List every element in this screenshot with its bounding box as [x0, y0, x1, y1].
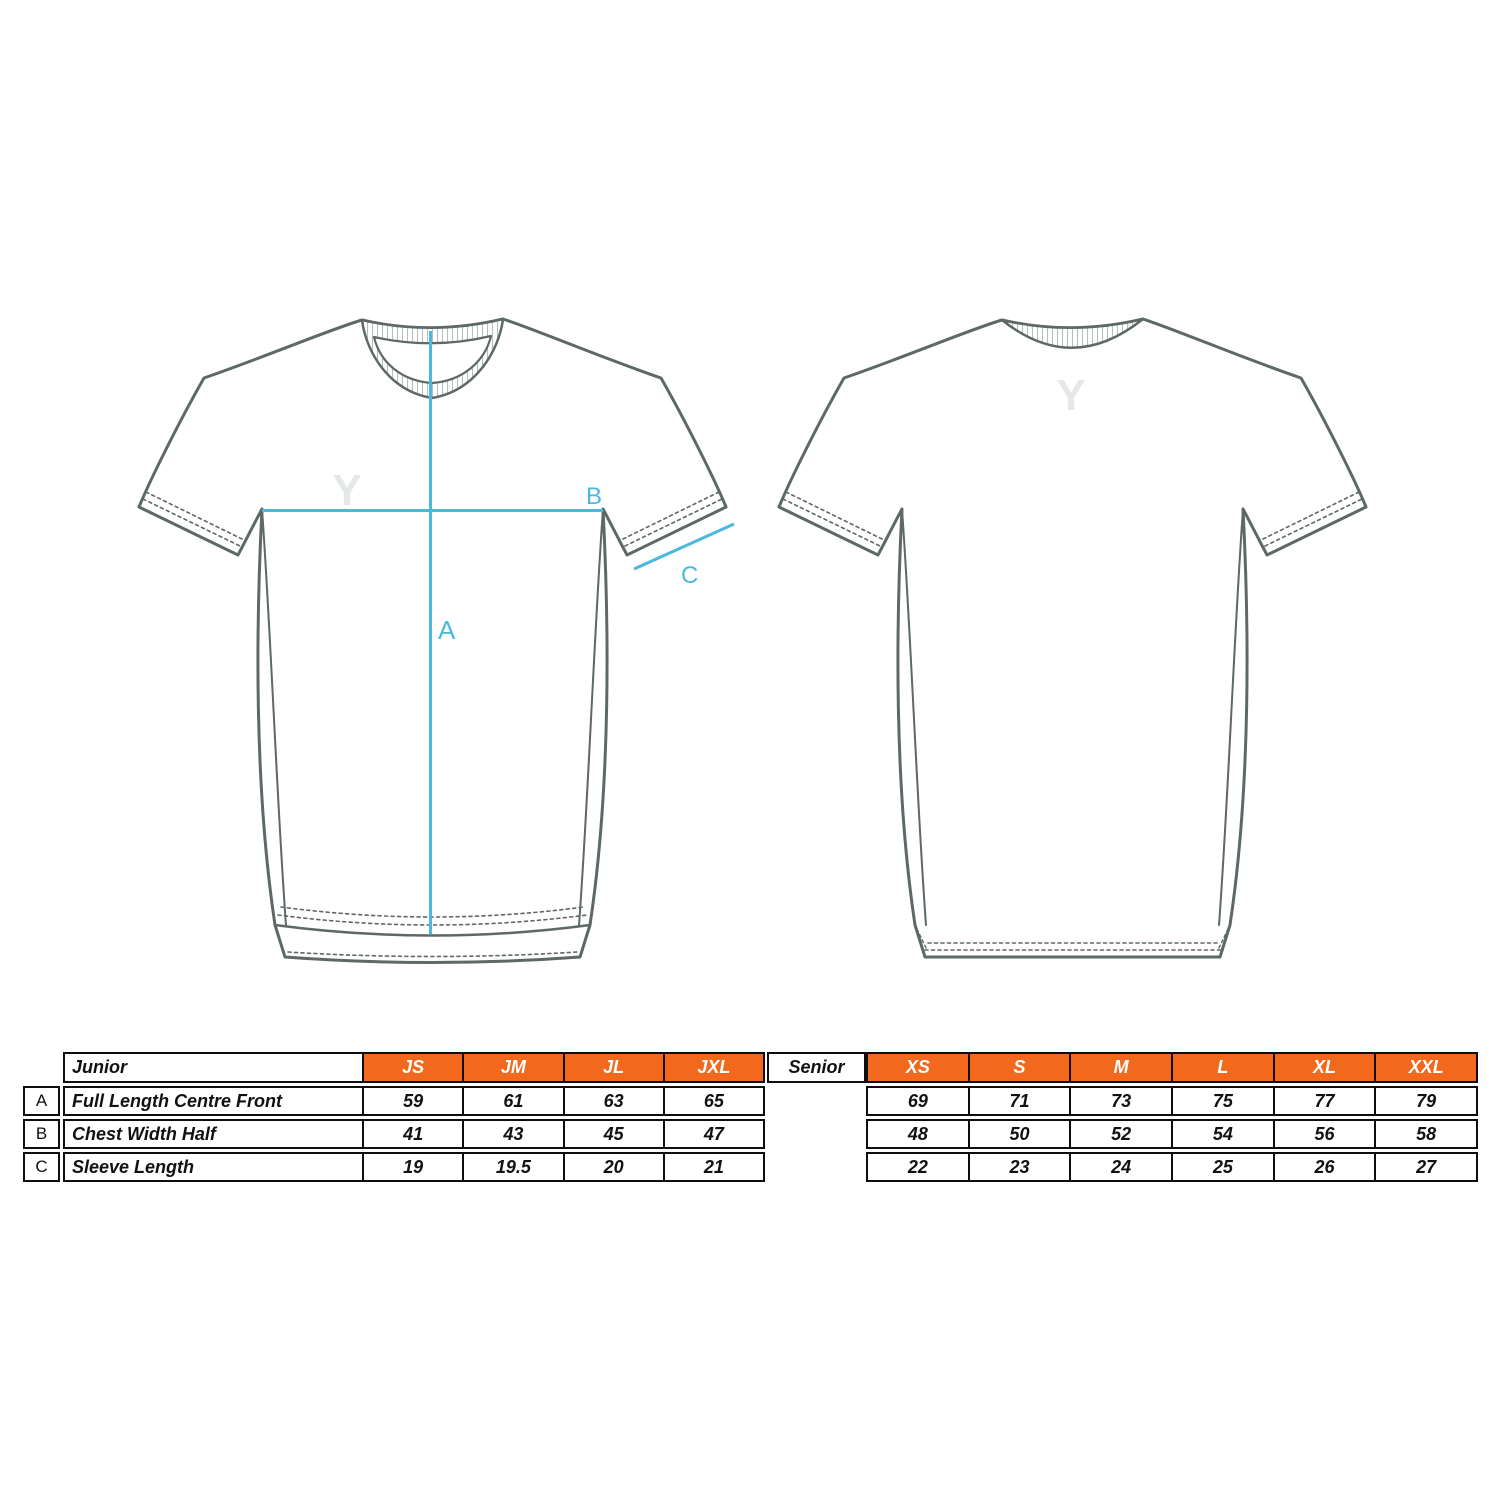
row-key-c [23, 1152, 60, 1182]
size-header-jl: JL [563, 1054, 663, 1081]
junior-header-row [63, 1052, 765, 1083]
y-logo-watermark-front: Y [332, 466, 362, 515]
size-value: 69 [907, 1090, 928, 1111]
size-value: 71 [968, 1088, 1070, 1114]
size-value: 20 [563, 1154, 663, 1180]
junior-row-c [63, 1152, 765, 1182]
size-value: 24 [1069, 1154, 1171, 1180]
size-value: 63 [563, 1088, 663, 1114]
measure-label-c: C [681, 562, 699, 589]
row-key-a [23, 1086, 60, 1116]
size-value: 73 [1069, 1088, 1171, 1114]
size-header-xxl: XXL [1374, 1054, 1476, 1081]
senior-row-c [866, 1152, 1478, 1182]
senior-row-b [866, 1119, 1478, 1149]
senior-row-a [866, 1086, 1478, 1116]
size-header-jxl: JXL [663, 1054, 763, 1081]
size-value: 77 [1273, 1088, 1375, 1114]
size-value: 47 [663, 1121, 763, 1147]
size-value: 56 [1273, 1121, 1375, 1147]
size-value: 58 [1374, 1121, 1476, 1147]
junior-row-a [63, 1086, 765, 1116]
size-value: 41 [362, 1121, 462, 1147]
size-header-jm: JM [462, 1054, 562, 1081]
row-key-b [23, 1119, 60, 1149]
measurement-name: Chest Width Half [72, 1123, 216, 1144]
senior-header-row [866, 1052, 1478, 1083]
size-value: 59 [362, 1088, 462, 1114]
size-value: 19.5 [462, 1154, 562, 1180]
size-header-l: L [1171, 1054, 1273, 1081]
size-value: 54 [1171, 1121, 1273, 1147]
row-key-label: B [35, 1124, 48, 1143]
size-header-m: M [1069, 1054, 1171, 1081]
size-value: 65 [663, 1088, 763, 1114]
tshirt-front-diagram [139, 319, 726, 963]
size-value: 21 [663, 1154, 763, 1180]
size-header-xl: XL [1273, 1054, 1375, 1081]
size-header-xs: XS [868, 1054, 968, 1081]
size-value: 26 [1273, 1154, 1375, 1180]
size-value: 23 [968, 1154, 1070, 1180]
measurement-name: Full Length Centre Front [72, 1090, 282, 1111]
size-value: 75 [1171, 1088, 1273, 1114]
size-value: 27 [1374, 1154, 1476, 1180]
size-value: 50 [968, 1121, 1070, 1147]
size-value: 45 [563, 1121, 663, 1147]
size-value: 25 [1171, 1154, 1273, 1180]
size-value: 19 [362, 1154, 462, 1180]
row-key-label: C [35, 1157, 48, 1176]
senior-header-label: Senior [788, 1057, 845, 1077]
measurement-name: Sleeve Length [72, 1156, 195, 1177]
junior-row-b [63, 1119, 765, 1149]
size-value: 43 [462, 1121, 562, 1147]
size-value: 22 [907, 1156, 928, 1177]
measure-label-a: A [438, 615, 456, 645]
junior-header-label: Junior [72, 1057, 128, 1077]
senior-header-cell [767, 1052, 866, 1083]
size-value: 79 [1374, 1088, 1476, 1114]
tshirt-back-diagram [779, 319, 1366, 957]
size-header-s: S [968, 1054, 1070, 1081]
size-header-js: JS [362, 1054, 462, 1081]
y-logo-watermark-back: Y [1056, 371, 1086, 420]
size-value: 48 [907, 1123, 928, 1144]
tshirt-front-body [139, 319, 726, 963]
size-value: 61 [462, 1088, 562, 1114]
measure-label-b: B [586, 483, 603, 510]
size-value: 52 [1069, 1121, 1171, 1147]
row-key-label: A [35, 1091, 48, 1110]
